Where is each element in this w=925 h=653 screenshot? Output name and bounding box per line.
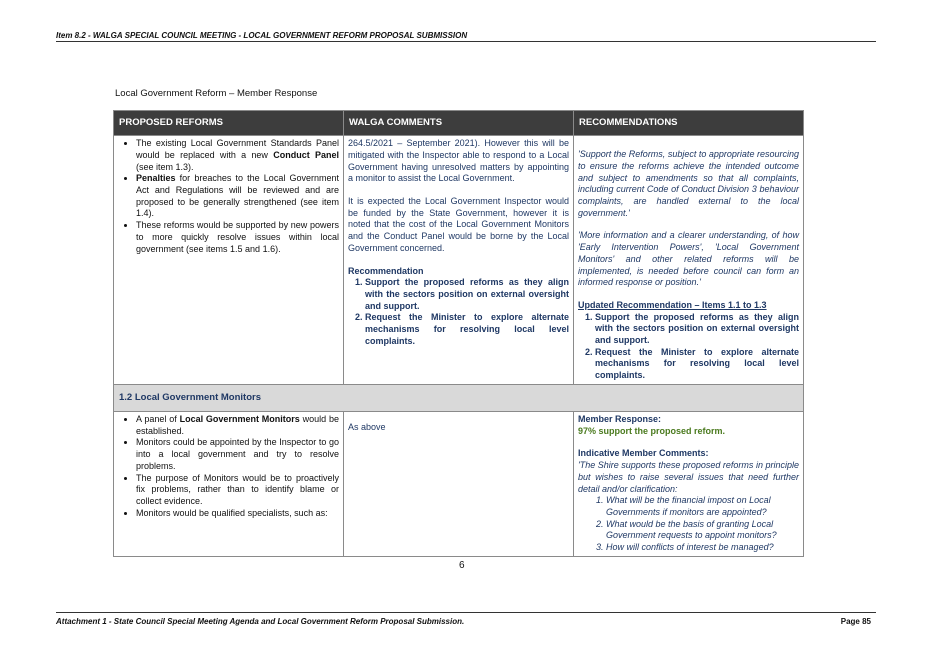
comment-paragraph: As above (348, 422, 386, 433)
reform-bullet: • The existing Local Government Standards Panel would be replaced with a new Conduct Panel (see item 1.3). (136, 138, 339, 173)
comment-paragraph: 264.5/2021 – September 2021). However this will be mitigated with the Inspector able to respond to a Local Government having unresolved matters by appointing a monitor to assist the Local Government. (348, 138, 569, 184)
table-header-row (114, 111, 804, 136)
recommendation-item: 2. Request the Minister to explore alternate mechanisms for resolving local level complaints. (365, 312, 569, 347)
indicative-comments-label: Indicative Member Comments: (578, 448, 709, 459)
updated-recommendation-heading: Updated Recommendation – Items 1.1 to 1.3 (578, 299, 767, 310)
footer-page-label: Page 85 (840, 617, 871, 626)
table-row (114, 412, 804, 557)
header-recommendations: RECOMMENDATIONS (574, 111, 804, 136)
recommendations-cell (574, 412, 804, 557)
reform-bullet: • These reforms would be supported by new powers to more quickly resolve issues within local government (see items 1.5 and 1.6). (136, 220, 339, 255)
recommendation-heading: Recommendation (348, 265, 424, 276)
reform-bullet: • Monitors would be qualified specialists, such as: (136, 508, 339, 520)
recommendations-cell (574, 136, 804, 384)
page-number: 6 (459, 560, 465, 571)
member-response-label: Member Response: (578, 414, 662, 425)
comments-cell (344, 136, 574, 384)
question-item: 2. What would be the basis of granting Local Government requests to appoint monitors? (606, 519, 799, 542)
document-header: Item 8.2 - WALGA SPECIAL COUNCIL MEETING - LOCAL GOVERNMENT REFORM PROPOSAL SUBMISSION (56, 31, 468, 40)
question-item: 3. How will conflicts of interest be managed? (606, 542, 799, 554)
section-row (114, 384, 804, 411)
header-proposed-reforms: PROPOSED REFORMS (114, 111, 344, 136)
reform-bullet: • Penalties for breaches to the Local Government Act and Regulations will be reviewed and are proposed to be generally strengthened (see item 1.4). (136, 173, 339, 220)
header-rule (56, 41, 876, 42)
indicative-comments-text: 'The Shire supports these proposed reforms in principle but wishes to raise several issues that need further detail and/or clarification: (578, 460, 799, 494)
recommend-paragraph: 'Support the Reforms, subject to appropriate resourcing to ensure the reforms achieve the intended outcome and subject to amendments so that all complaints, including current Code of Conduct Division 3 behaviour complaints, are handled external to the local government.' (578, 149, 799, 218)
section-title: 1.2 Local Government Monitors (114, 384, 804, 411)
question-item: 1. What will be the financial impost on Local Governments if monitors are appointed? (606, 495, 799, 518)
reform-bullet: • Monitors could be appointed by the Inspector to go into a local government and try to resolve problems. (136, 437, 339, 472)
member-response-value: 97% support the proposed reform. (578, 425, 726, 436)
header-walga-comments: WALGA COMMENTS (344, 111, 574, 136)
comments-cell (344, 412, 574, 557)
reform-table (113, 110, 804, 557)
footer-rule (56, 612, 876, 613)
reforms-cell (114, 136, 344, 384)
recommend-paragraph: 'More information and a clearer understanding, of how 'Early Intervention Powers', 'Local Government Monitors' and other related reforms will be implemented, is needed before council can form an informed response or position.' (578, 230, 799, 288)
updated-recommendation-item: 1. Support the proposed reforms as they align with the sectors position on external oversight and support. (595, 312, 799, 347)
reforms-cell (114, 412, 344, 557)
table-row (114, 136, 804, 384)
reform-bullet: • The purpose of Monitors would be to proactively fix problems, rather than to identify blame or collect evidence. (136, 473, 339, 508)
document-subtitle: Local Government Reform – Member Response (115, 88, 318, 99)
recommendation-item: 1. Support the proposed reforms as they align with the sectors position on external oversight and support. (365, 277, 569, 312)
comment-paragraph: It is expected the Local Government Inspector would be funded by the State Government, however it is noted that the cost of the Local Government Monitors and the Conduct Panel would be borne by the Local Government concerned. (348, 196, 569, 253)
footer-attachment-title: Attachment 1 - State Council Special Meeting Agenda and Local Government Reform Proposal Submission. (56, 617, 465, 626)
reform-bullet: • A panel of Local Government Monitors would be established. (136, 414, 339, 437)
updated-recommendation-item: 2. Request the Minister to explore alternate mechanisms for resolving local level complaints. (595, 347, 799, 382)
